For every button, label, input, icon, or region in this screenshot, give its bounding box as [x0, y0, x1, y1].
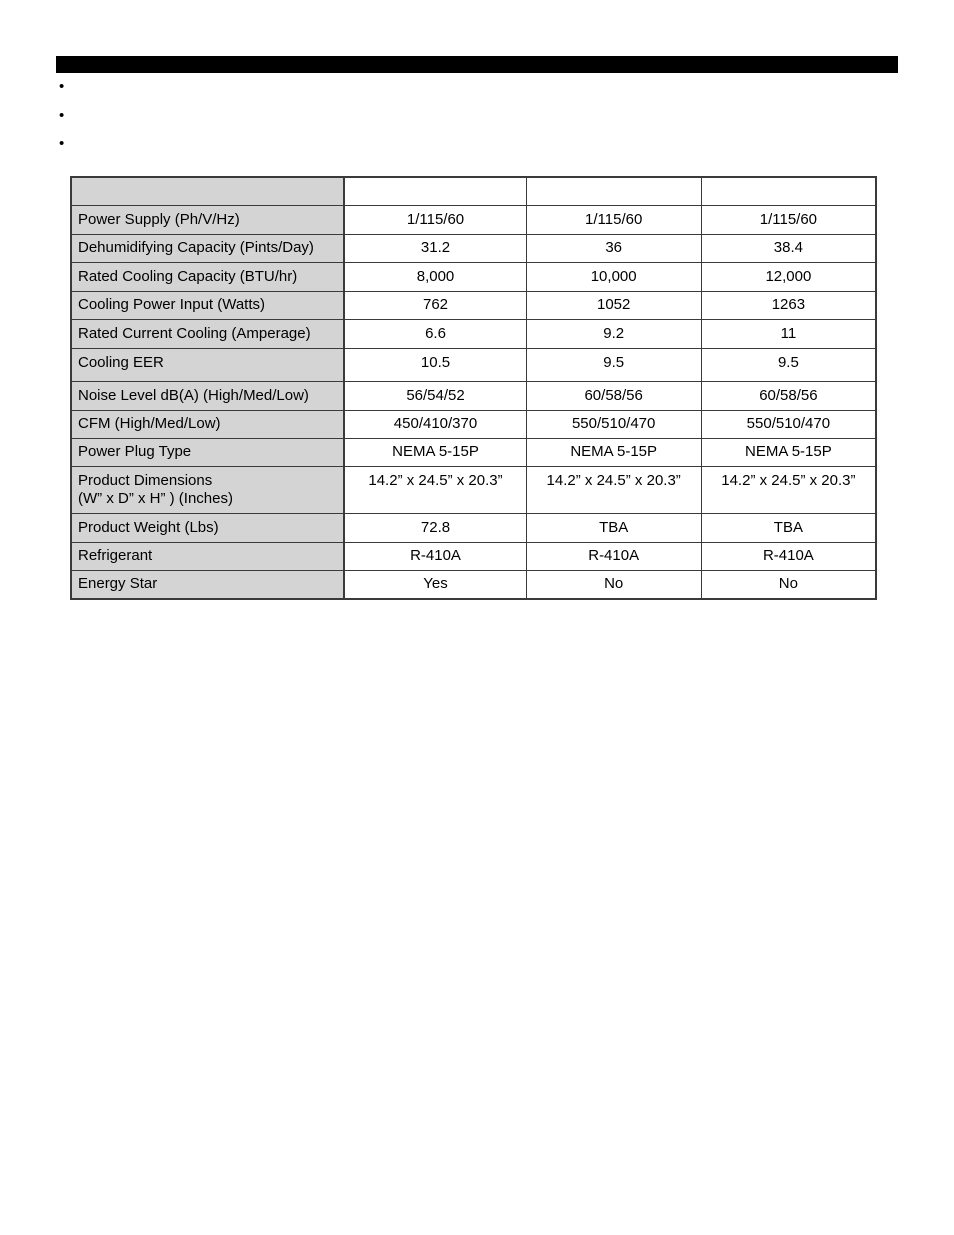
table-row	[71, 319, 876, 348]
row-label: Cooling Power Input (Watts)	[71, 291, 344, 319]
row-label: Rated Cooling Capacity (BTU/hr)	[71, 262, 344, 291]
row-value: 9.5	[701, 348, 876, 381]
table-row	[71, 348, 876, 381]
row-value: No	[526, 570, 701, 599]
table-row	[71, 262, 876, 291]
table-row	[71, 570, 876, 599]
row-value: 1263	[701, 291, 876, 319]
row-value: 31.2	[344, 234, 526, 262]
row-value: 550/510/470	[701, 410, 876, 438]
row-label: CFM (High/Med/Low)	[71, 410, 344, 438]
row-value: 12,000	[701, 262, 876, 291]
header-cell	[344, 177, 526, 205]
row-value: 36	[526, 234, 701, 262]
row-label: Rated Current Cooling (Amperage)	[71, 319, 344, 348]
row-value: 56/54/52	[344, 381, 526, 410]
row-label: Energy Star	[71, 570, 344, 599]
row-value: 72.8	[344, 513, 526, 542]
row-value: 10.5	[344, 348, 526, 381]
header-cell	[71, 177, 344, 205]
table-row	[71, 205, 876, 234]
row-value: 762	[344, 291, 526, 319]
row-value: 14.2” x 24.5” x 20.3”	[701, 466, 876, 513]
row-value: NEMA 5-15P	[701, 438, 876, 466]
row-value: 10,000	[526, 262, 701, 291]
row-value: R-410A	[701, 542, 876, 570]
row-value: 450/410/370	[344, 410, 526, 438]
row-value: 11	[701, 319, 876, 348]
row-value: R-410A	[344, 542, 526, 570]
row-label: Noise Level dB(A) (High/Med/Low)	[71, 381, 344, 410]
row-value: 38.4	[701, 234, 876, 262]
row-label: Refrigerant	[71, 542, 344, 570]
row-value: 1/115/60	[701, 205, 876, 234]
row-value: 9.5	[526, 348, 701, 381]
table-row	[71, 513, 876, 542]
row-value: Yes	[344, 570, 526, 599]
bullet-item	[58, 105, 80, 134]
row-value: 6.6	[344, 319, 526, 348]
row-value: 550/510/470	[526, 410, 701, 438]
table-row	[71, 291, 876, 319]
table-row	[71, 410, 876, 438]
row-value: TBA	[701, 513, 876, 542]
table-row	[71, 234, 876, 262]
header-cell	[701, 177, 876, 205]
row-label: Cooling EER	[71, 348, 344, 381]
row-label: Dehumidifying Capacity (Pints/Day)	[71, 234, 344, 262]
row-label: Power Plug Type	[71, 438, 344, 466]
row-value: NEMA 5-15P	[344, 438, 526, 466]
bullet-item	[58, 133, 80, 162]
table-row	[71, 438, 876, 466]
row-value: 1/115/60	[526, 205, 701, 234]
row-label	[71, 466, 344, 513]
header-bar	[56, 56, 898, 73]
table-header-row	[71, 177, 876, 205]
row-label: Product Weight (Lbs)	[71, 513, 344, 542]
row-value: TBA	[526, 513, 701, 542]
row-label: Power Supply (Ph/V/Hz)	[71, 205, 344, 234]
row-label-line: Product Dimensions	[78, 471, 213, 489]
table-row	[71, 381, 876, 410]
row-value: 14.2” x 24.5” x 20.3”	[526, 466, 701, 513]
table-row	[71, 542, 876, 570]
row-value: 14.2” x 24.5” x 20.3”	[344, 466, 526, 513]
row-value: R-410A	[526, 542, 701, 570]
bullet-item	[58, 76, 80, 105]
row-value: NEMA 5-15P	[526, 438, 701, 466]
row-value: 1052	[526, 291, 701, 319]
table-row	[71, 466, 876, 513]
bullet-list	[58, 76, 80, 162]
row-value: 60/58/56	[526, 381, 701, 410]
row-value: No	[701, 570, 876, 599]
row-value: 1/115/60	[344, 205, 526, 234]
row-value: 60/58/56	[701, 381, 876, 410]
row-value: 9.2	[526, 319, 701, 348]
row-value: 8,000	[344, 262, 526, 291]
row-label-line: (W” x D” x H” ) (Inches)	[78, 489, 233, 507]
header-cell	[526, 177, 701, 205]
specifications-table	[70, 176, 877, 600]
